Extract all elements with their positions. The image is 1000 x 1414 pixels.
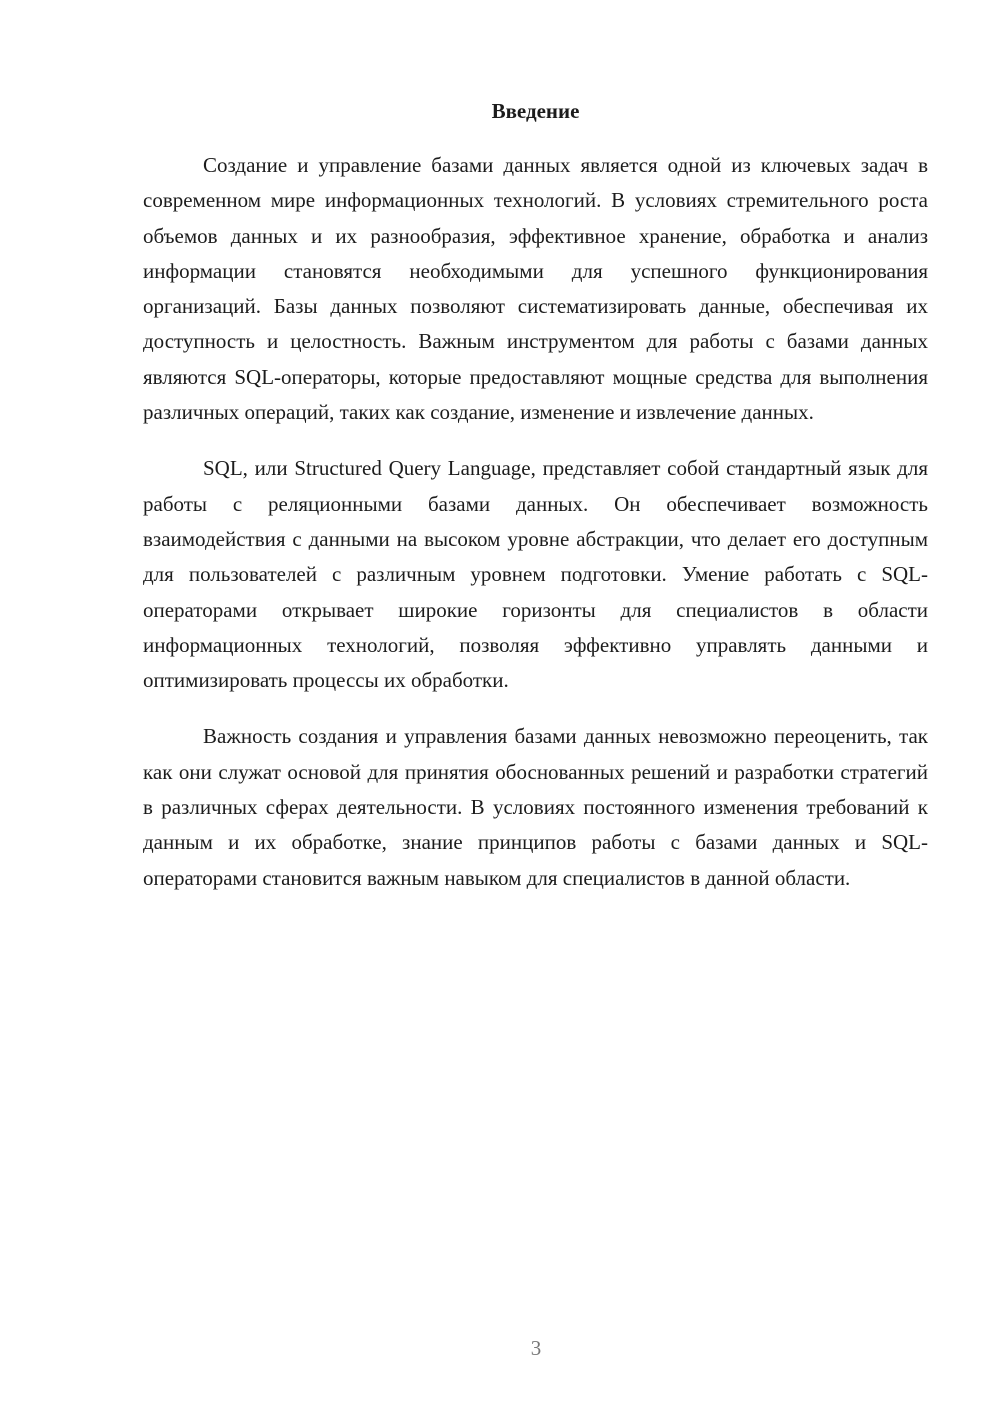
page-number: 3 [530,1336,542,1360]
paragraph-2: SQL, или Structured Query Language, представляет собой стандартный язык для работы с реляционными базами данных. Он обеспечивает возможность взаимодействия с данными на высоком уровне абстракции, что делает его доступным для пользователей с различным уровнем подготовки. Умение работать с SQL-операторами открывает широкие горизонты для специалистов в области информационных технологий, позволяя эффективно управлять данными и оптимизировать процессы их обработки. [143,456,928,693]
paragraph-3: Важность создания и управления базами данных невозможно переоценить, так как они служат основой для принятия обоснованных решений и разработки стратегий в различных сферах деятельности. В условиях постоянного изменения требований к данным и их обработке, знание принципов работы с базами данных и SQL-операторами становится важным навыком для специалистов в данной области. [143,724,928,890]
page-body [143,96,928,917]
section-heading: Введение [491,99,580,123]
paragraph-1: Создание и управление базами данных является одной из ключевых задач в современном мире информационных технологий. В условиях стремительного роста объемов данных и их разнообразия, эффективное хранение, обработка и анализ информации становятся необходимыми для успешного функционирования организаций. Базы данных позволяют систематизировать данные, обеспечивая их доступность и целостность. Важным инструментом для работы с базами данных являются SQL-операторы, которые предоставляют мощные средства для выполнения различных операций, таких как создание, изменение и извлечение данных. [143,153,928,425]
